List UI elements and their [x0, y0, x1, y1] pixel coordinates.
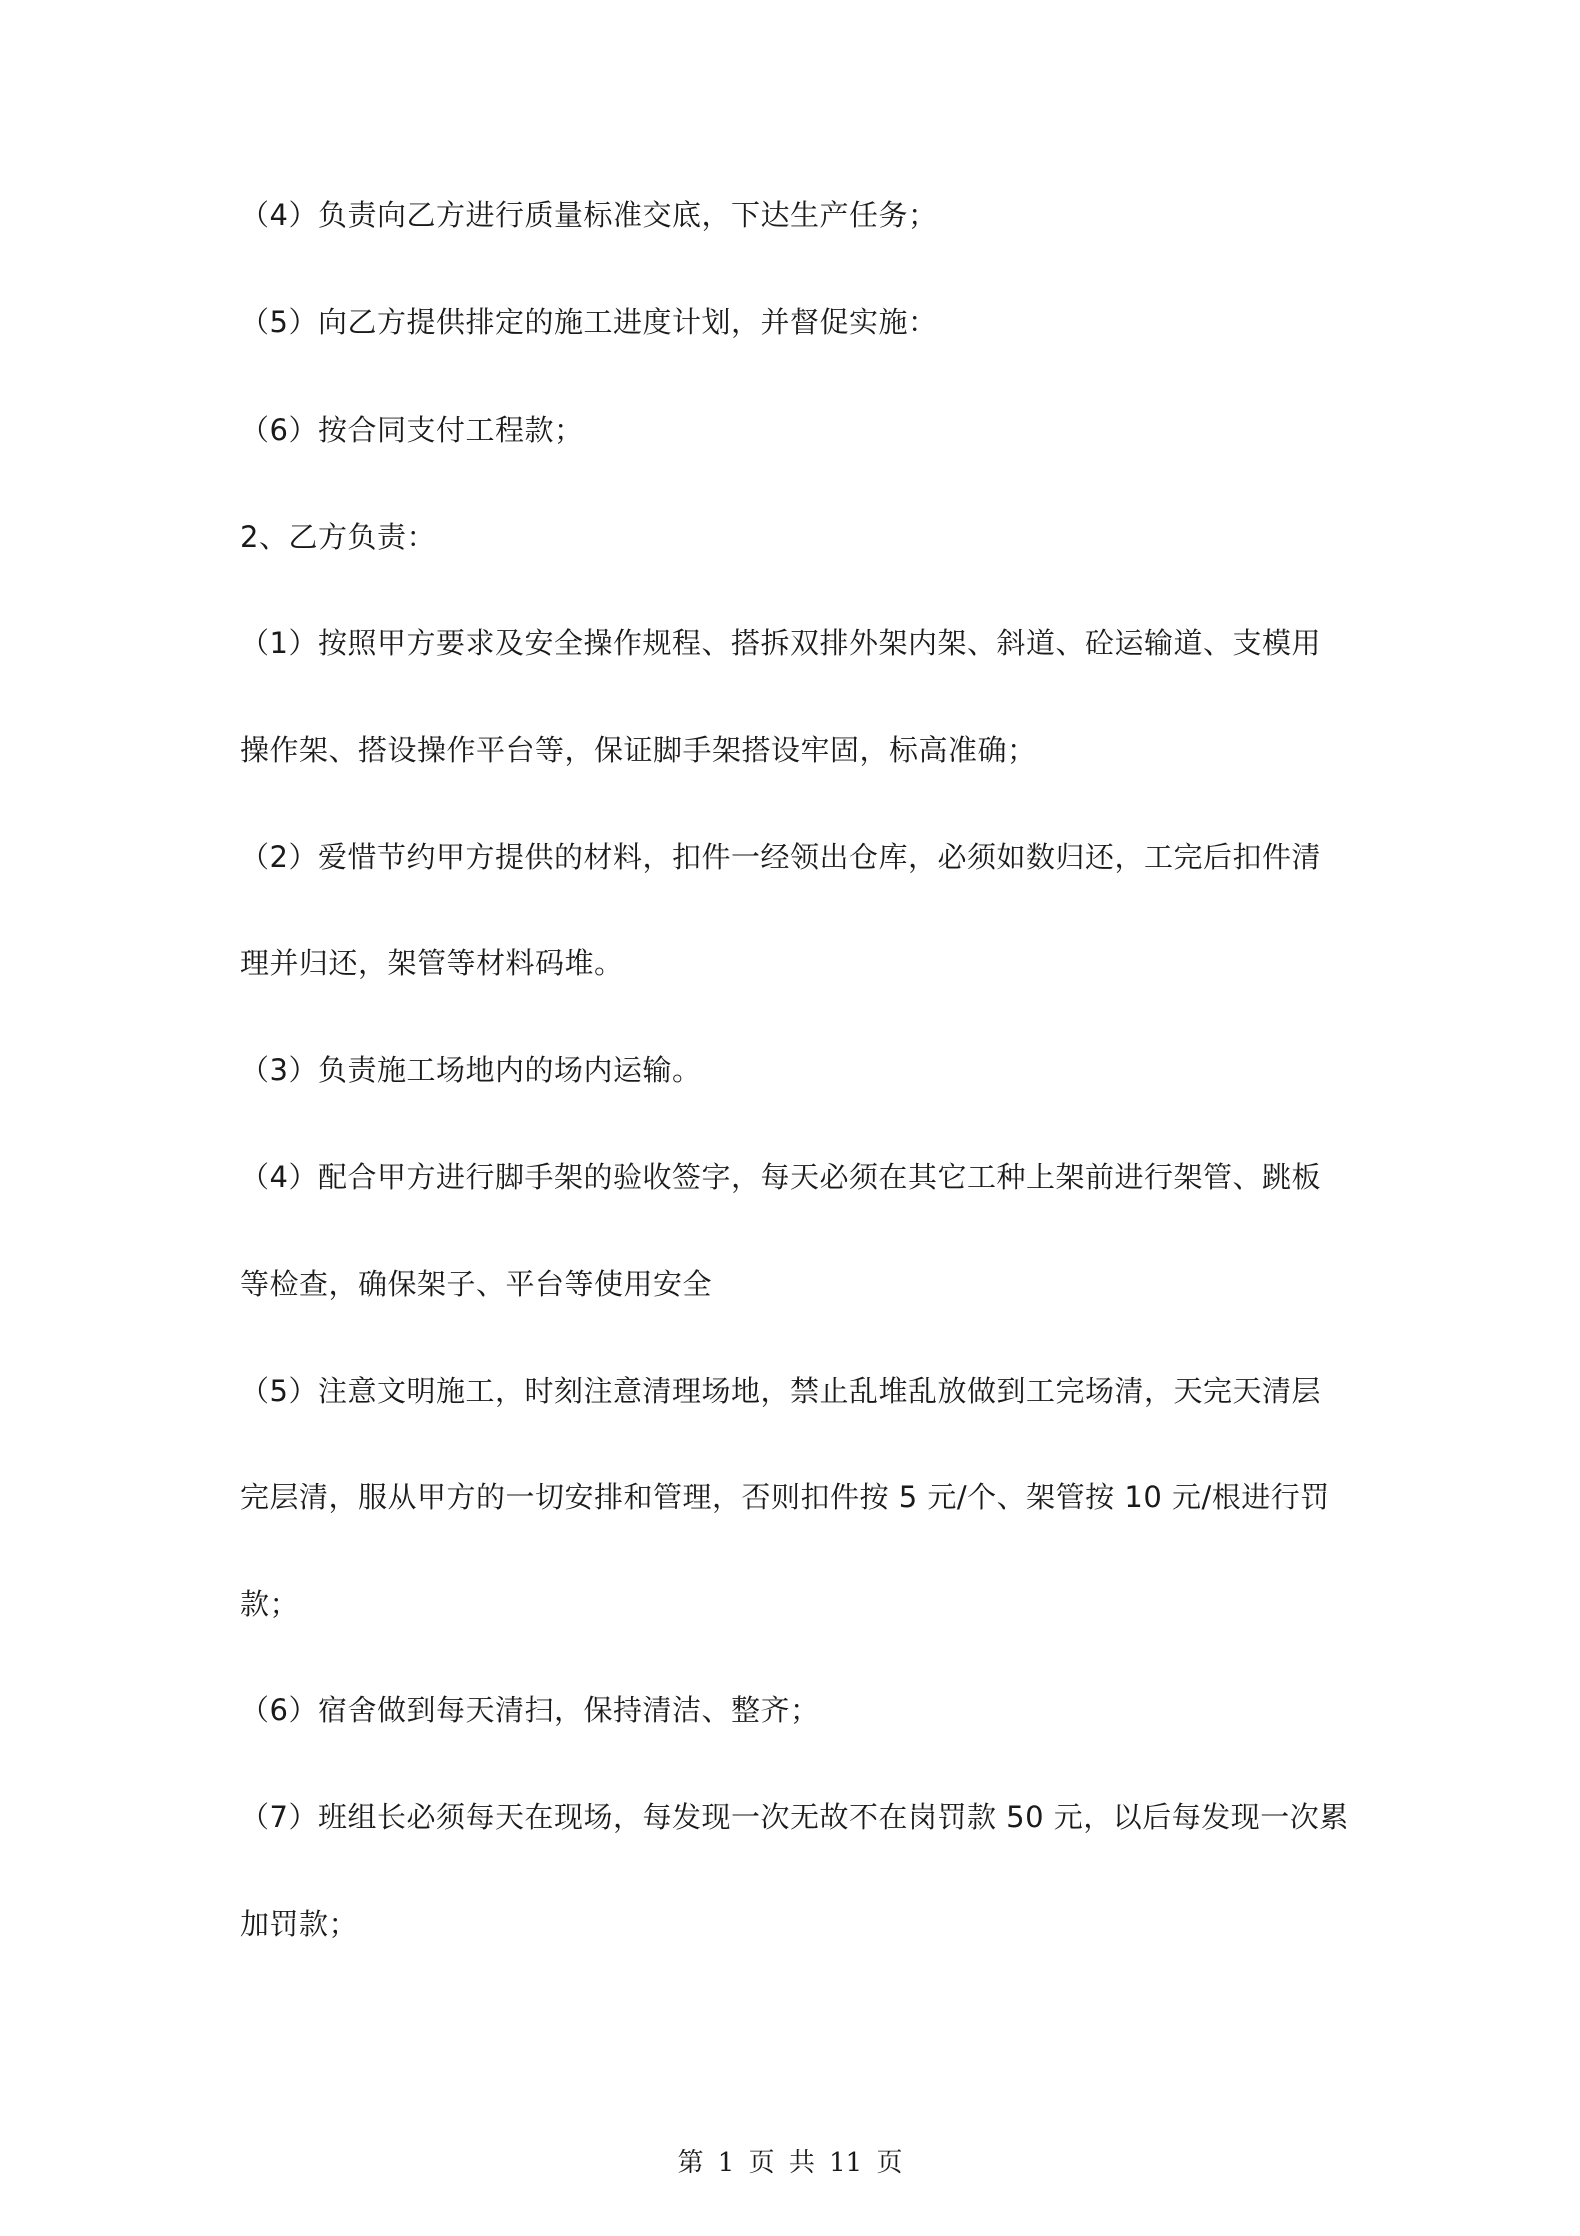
text-line: 理并归还，架管等材料码堆。 — [240, 946, 624, 980]
text-line: （2）爱惜节约甲方提供的材料，扣件一经领出仓库，必须如数归还，工完后扣件清 — [240, 840, 1321, 874]
text-line: （5）注意文明施工，时刻注意清理场地，禁止乱堆乱放做到工完场清，天完天清层 — [240, 1374, 1321, 1408]
page-number: 第 1 页 共 11 页 — [677, 2148, 903, 2178]
text-line: （6）按合同支付工程款； — [240, 413, 584, 447]
text-line: （7）班组长必须每天在现场，每发现一次无故不在岗罚款 50 元，以后每发现一次累 — [240, 1800, 1349, 1834]
text-line: （4）负责向乙方进行质量标准交底，下达生产任务； — [240, 198, 938, 232]
text-line: （1）按照甲方要求及安全操作规程、搭拆双排外架内架、斜道、砼运输道、支模用 — [240, 626, 1321, 660]
text-line: 加罚款； — [240, 1907, 359, 1941]
section-heading: 2、乙方负责： — [240, 520, 436, 554]
text-line: （6）宿舍做到每天清扫，保持清洁、整齐； — [240, 1693, 820, 1727]
text-line: 完层清，服从甲方的一切安排和管理，否则扣件按 5 元/个、架管按 10 元/根进行罚 — [240, 1480, 1330, 1514]
text-line: （4）配合甲方进行脚手架的验收签字，每天必须在其它工种上架前进行架管、跳板 — [240, 1160, 1321, 1194]
text-line: 操作架、搭设操作平台等，保证脚手架搭设牢固，标高准确； — [240, 733, 1037, 767]
text-line: 款； — [240, 1587, 300, 1621]
text-line: （5）向乙方提供排定的施工进度计划，并督促实施： — [240, 305, 938, 339]
text-line: 等检查，确保架子、平台等使用安全 — [240, 1267, 713, 1301]
text-line: （3）负责施工场地内的场内运输。 — [240, 1053, 702, 1087]
